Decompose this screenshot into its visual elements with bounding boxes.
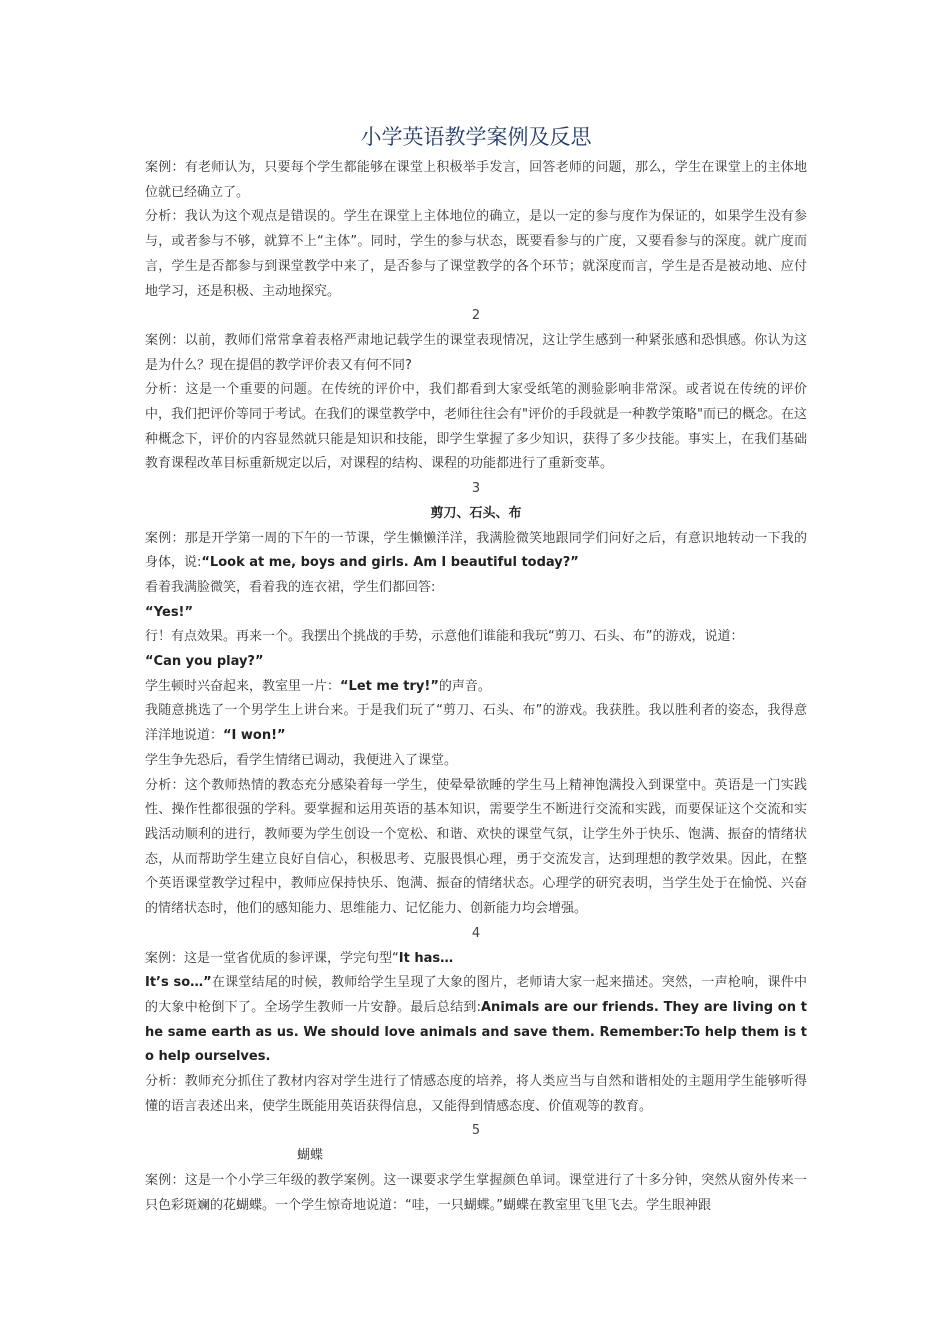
sec4-case-prefix: 案例：这是一堂省优质的参评课，学完句型“: [145, 950, 399, 966]
section-number-3: 3: [471, 481, 481, 497]
sec4-case-middle: 在课堂结尾的时候，教师给学生呈现了大象的图片，老师请大家一起来描述。突然，一声枪响，课件中的大象中枪倒下了。全场学生教师一片安静。最后总结到:: [145, 975, 807, 1015]
sec3-line6: 学生争先恐后，看学生情绪已调动，我便进入了课堂。: [145, 752, 458, 768]
sec4-case-body: [145, 971, 807, 1070]
sec1-analysis: 分析：我认为这个观点是错误的。学生在课堂上主体地位的确立，是以一定的参与度作为保证的，如果学生没有参与，或者参与不够，就算不上“主体”。同时，学生的参与状态，既要看参与的广度，又要看参与的深度。就广度而言，学生是否都参与到课堂教学中来了，是否参与了课堂教学的各个环节；就深度而言，学生是否是被动地、应付地学习，还是积极、主动地探究。: [145, 209, 807, 299]
sec5-case: 案例：这是一个小学三年级的教学案例。这一课要求学生掌握颜色单词。课堂进行了十多分钟，突然从窗外传来一只色彩斑斓的花蝴蝶。一个学生惊奇地说道：“哇，一只蝴蝶。”蝴蝶在教室里飞里飞去。学生眼神跟: [145, 1172, 807, 1213]
sec4-analysis: 分析：教师充分抓住了教材内容对学生进行了情感态度的培养，将人类应当与自然和谐相处的主题用学生能够听得懂的语言表述出来，使学生既能用英语获得信息，又能得到情感态度、价值观等的教育。: [145, 1074, 807, 1114]
sec5-title: 蝴蝶: [297, 1148, 324, 1164]
document-title: 小学英语教学案例及反思: [360, 125, 592, 149]
sec3-line4-prefix: 学生顿时兴奋起来，教室里一片：: [145, 678, 341, 694]
section-number-4: 4: [471, 925, 481, 941]
sec4-case-line1: [145, 947, 807, 972]
section-number-5: 5: [471, 1123, 481, 1139]
sec3-yes: [145, 601, 807, 626]
section-number-2: 2: [471, 308, 481, 324]
sec3-title: 剪刀、石头、布: [430, 505, 522, 521]
sec3-i-won: “I won!”: [223, 728, 286, 744]
sec3-line4-suffix: 的声音。: [438, 678, 491, 694]
sec4-pattern1: It has…: [398, 950, 454, 966]
sec4-summary: Animals are our friends. They are living on the same earth as us. We should love animals and save them. Remember:To help them is to help ourselves.: [145, 999, 807, 1065]
sec3-can-play: [145, 650, 807, 675]
sec3-yes-text: “Yes!”: [145, 604, 194, 620]
sec3-line3: 行！有点效果。再来一个。我摆出个挑战的手势，示意他们谁能和我玩“剪刀、石头、布”的游戏，说道：: [145, 629, 744, 645]
sec4-pattern2: It’s so…”: [145, 975, 212, 991]
sec2-analysis: 分析：这是一个重要的问题。在传统的评价中，我们都看到大家受纸笔的测验影响非常深。或者说在传统的评价中，我们把评价等同于考试。在我们的课堂教学中，老师往往会有"评价的手段就是一种教学策略"而已的概念。在这种概念下，评价的内容显然就只能是知识和技能，即学生掌握了多少知识，获得了多少技能。事实上，在我们基础教育课程改革目标重新规定以后，对课程的结构、课程的功能都进行了重新变革。: [145, 382, 807, 472]
sec1-case: 案例：有老师认为，只要每个学生都能够在课堂上积极举手发言，回答老师的问题，那么，学生在课堂上的主体地位就已经确立了。: [145, 160, 807, 200]
sec2-case: 案例：以前，教师们常常拿着表格严肃地记载学生的课堂表现情况，这让学生感到一种紧张感和恐惧感。你认为这是为什么？现在提倡的教学评价表又有何不同?: [145, 332, 807, 373]
sec3-line5: [145, 699, 807, 748]
sec3-line4: [145, 675, 807, 700]
sec3-case-quote: “Look at me, boys and girls. Am I beautiful today?”: [201, 555, 579, 571]
sec3-analysis: 分析：这个教师热情的教态充分感染着每一学生，使晕晕欲睡的学生马上精神饱满投入到课堂中。英语是一门实践性、操作性都很强的学科。要掌握和运用英语的基本知识，需要学生不断进行交流和实践，而要保证这个交流和实践活动顺利的进行，教师要为学生创设一个宽松、和谐、欢快的课堂气氛，让学生外于快乐、饱满、振奋的情绪状态，从而帮助学生建立良好自信心，积极思考、克服畏惧心理，勇于交流发言，达到理想的教学效果。因此，在整个英语课堂教学过程中，教师应保持快乐、饱满、振奋的情绪状态。心理学的研究表明，当学生处于在愉悦、兴奋的情绪状态时，他们的感知能力、思维能力、记忆能力、创新能力均会增强。: [145, 777, 807, 917]
sec3-line5-text: 我随意挑选了一个男学生上讲台来。于是我们玩了“剪刀、石头、布”的游戏。我获胜。我以胜利者的姿态，我得意洋洋地说道：: [145, 703, 807, 744]
sec3-case: [145, 527, 807, 576]
sec3-can-play-text: “Can you play?”: [145, 654, 264, 670]
sec3-let-me-try: “Let me try!”: [340, 678, 439, 694]
sec3-case-prefix: 案例：那是开学第一周的下午的一节课，学生懒懒洋洋，我满脸微笑地跟同学们问好之后，有意识地转动一下我的身体，说:: [145, 530, 807, 571]
sec3-line2: 看着我满脸微笑，看着我的连衣裙，学生们都回答:: [145, 579, 436, 595]
